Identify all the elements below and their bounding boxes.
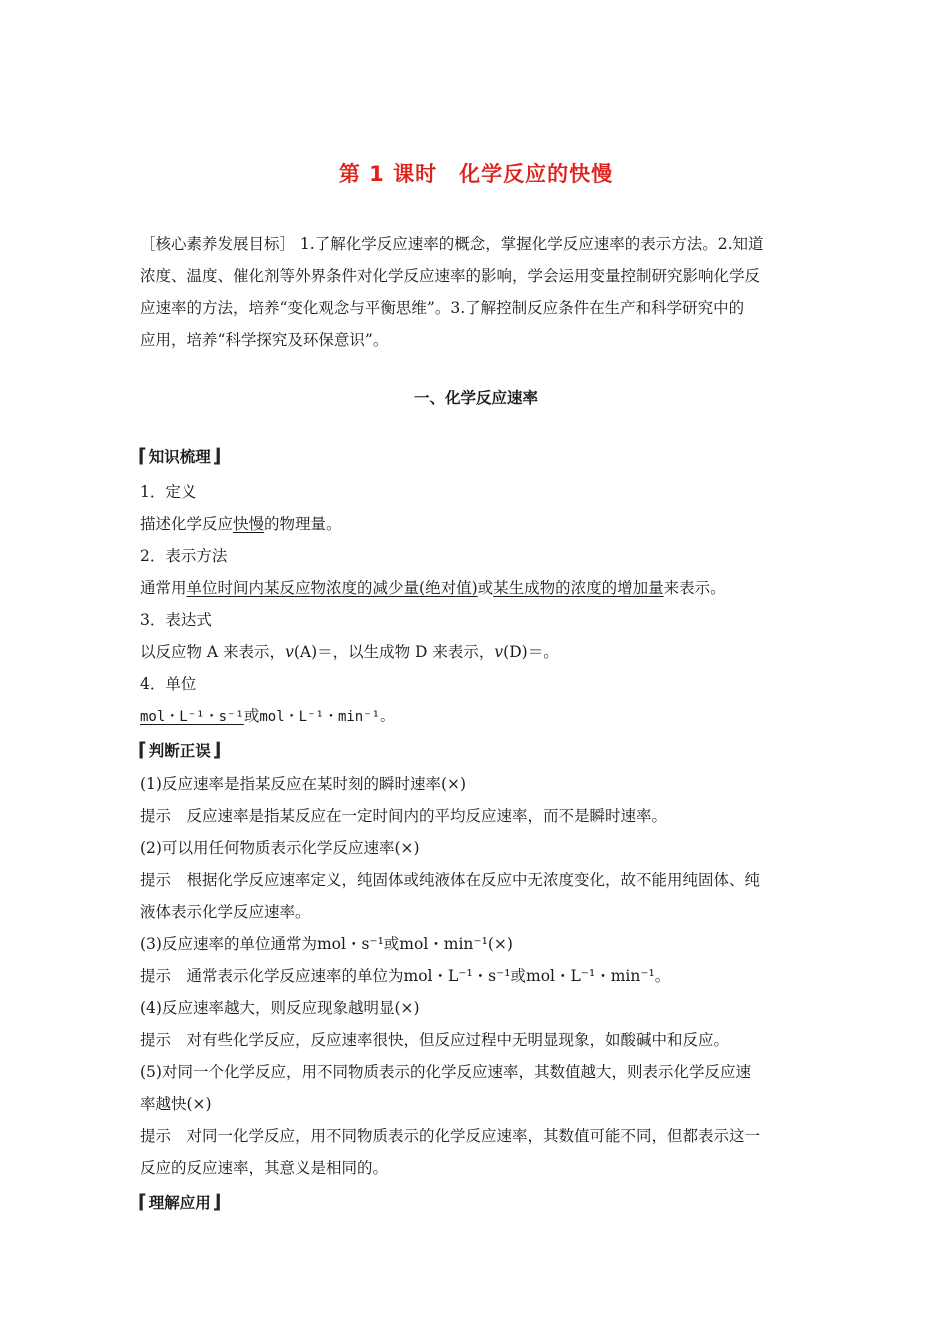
judge-question-2: (2)可以用任何物质表示化学反应速率(×) bbox=[140, 839, 420, 857]
item3-body: 以反应物 A 来表示，v(A)＝，以生成物 D 来表示，v(D)＝。 bbox=[140, 643, 559, 661]
item2-body: 通常用单位时间内某反应物浓度的减少量(绝对值)或某生成物的浓度的增加量来表示。 bbox=[140, 579, 726, 597]
judge-hint-2-line-2: 液体表示化学反应速率。 bbox=[140, 903, 311, 921]
judge-question-1: (1)反应速率是指某反应在某时刻的瞬时速率(×) bbox=[140, 775, 467, 793]
item3-title: 3．表达式 bbox=[140, 611, 212, 629]
item2-title: 2．表示方法 bbox=[140, 547, 228, 565]
knowledge-heading-label: 知识梳理 bbox=[148, 448, 211, 466]
judge-hint-2-line-1: 提示 根据化学反应速率定义，纯固体或纯液体在反应中无浓度变化，故不能用纯固体、纯 bbox=[140, 871, 761, 889]
item1-title: 1．定义 bbox=[140, 483, 197, 501]
bracket-left-icon: ⌈ bbox=[138, 445, 147, 467]
bracket-right-icon: ⌋ bbox=[212, 739, 222, 761]
intro-line-4: 应用，培养“科学探究及环保意识”。 bbox=[140, 331, 389, 349]
apply-heading bbox=[138, 1190, 221, 1214]
intro-line-1: ［核心素养发展目标］ 1.了解化学反应速率的概念，掌握化学反应速率的表示方法。2.知道 bbox=[140, 235, 764, 253]
judge-hint-3: 提示 通常表示化学反应速率的单位为mol・L⁻¹・s⁻¹或mol・L⁻¹・min⁻¹。 bbox=[140, 967, 671, 985]
answer-blank: 某生成物的浓度的增加量 bbox=[493, 579, 664, 597]
judge-question-5-line-1: (5)对同一个化学反应，用不同物质表示的化学反应速率，其数值越大，则表示化学反应速 bbox=[140, 1063, 751, 1081]
item4-title: 4．单位 bbox=[140, 675, 197, 693]
bracket-right-icon: ⌋ bbox=[212, 445, 222, 467]
judge-question-5-line-2: 率越快(×) bbox=[140, 1095, 212, 1113]
judge-hint-1: 提示 反应速率是指某反应在一定时间内的平均反应速率，而不是瞬时速率。 bbox=[140, 807, 668, 825]
judge-hint-5-line-2: 反应的反应速率，其意义是相同的。 bbox=[140, 1159, 389, 1177]
answer-blank: 单位时间内某反应物浓度的减少量(绝对值) bbox=[186, 579, 478, 597]
knowledge-heading bbox=[138, 444, 221, 468]
apply-heading-label: 理解应用 bbox=[148, 1194, 211, 1212]
judge-heading bbox=[138, 738, 221, 762]
judge-question-4: (4)反应速率越大，则反应现象越明显(×) bbox=[140, 999, 420, 1017]
answer-blank: 快慢 bbox=[233, 515, 265, 533]
section-title: 一、化学反应速率 bbox=[413, 389, 538, 407]
bracket-left-icon: ⌈ bbox=[138, 1191, 147, 1213]
bracket-left-icon: ⌈ bbox=[138, 739, 147, 761]
judge-question-3: (3)反应速率的单位通常为mol・s⁻¹或mol・min⁻¹(×) bbox=[140, 935, 513, 953]
judge-hint-4: 提示 对有些化学反应，反应速率很快，但反应过程中无明显现象，如酸碱中和反应。 bbox=[140, 1031, 730, 1049]
lesson-title: 第 1 课时 化学反应的快慢 bbox=[338, 162, 614, 186]
judge-hint-5-line-1: 提示 对同一化学反应，用不同物质表示的化学反应速率，其数值可能不同，但都表示这一 bbox=[140, 1127, 761, 1145]
bracket-right-icon: ⌋ bbox=[212, 1191, 222, 1213]
judge-heading-label: 判断正误 bbox=[148, 742, 211, 760]
item1-body: 描述化学反应快慢的物理量。 bbox=[140, 515, 342, 533]
answer-blank: mol・L⁻¹・s⁻¹ bbox=[140, 709, 244, 725]
item4-body: mol・L⁻¹・s⁻¹或mol・L⁻¹・min⁻¹。 bbox=[140, 707, 395, 725]
intro-line-3: 应速率的方法，培养“变化观念与平衡思维”。3.了解控制反应条件在生产和科学研究中的 bbox=[140, 299, 745, 317]
intro-line-2: 浓度、温度、催化剂等外界条件对化学反应速率的影响，学会运用变量控制研究影响化学反 bbox=[140, 267, 761, 285]
